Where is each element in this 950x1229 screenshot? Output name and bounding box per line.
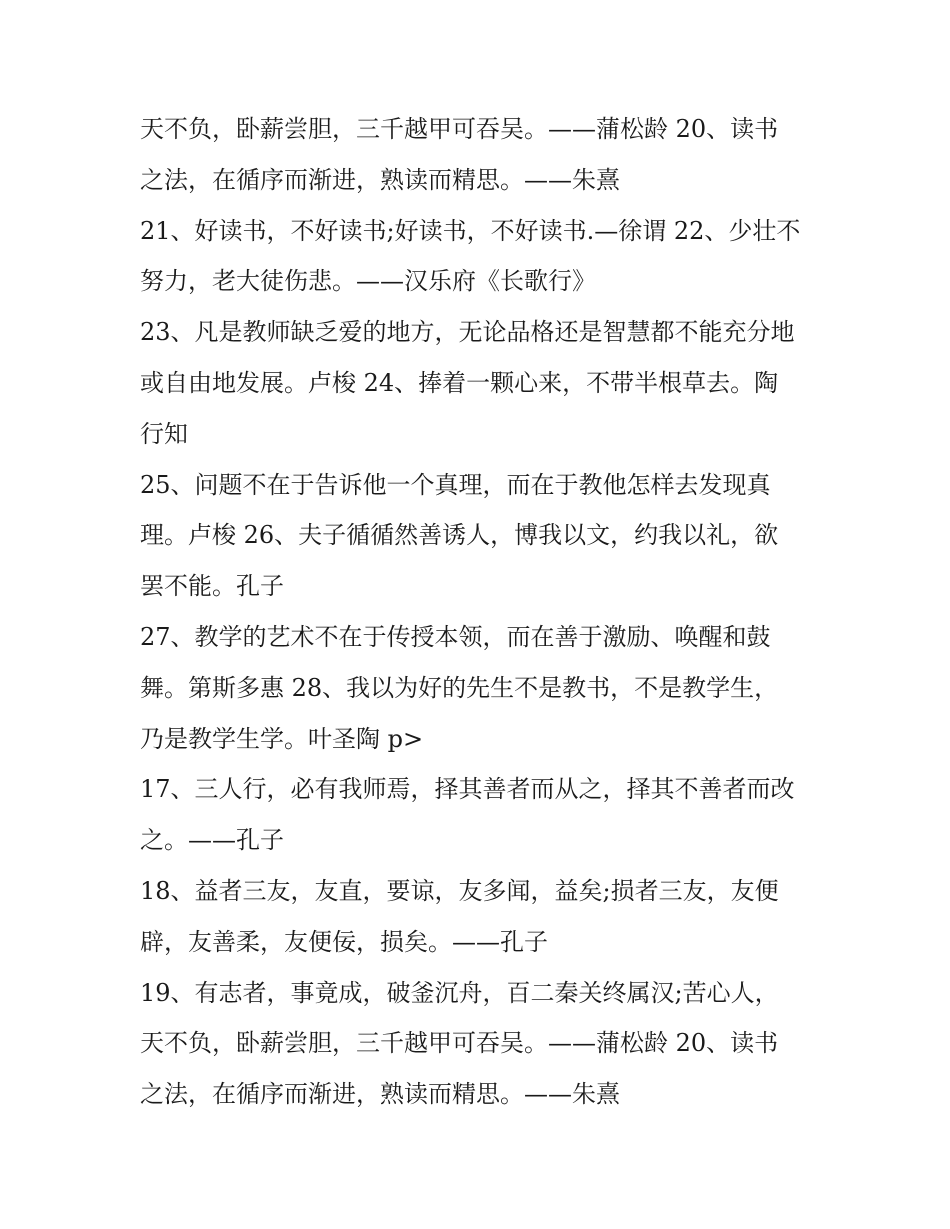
text-line: 或自由地发展。卢梭 24、捧着一颗心来，不带半根草去。陶 [140,368,779,397]
text-line: 25、问题不在于告诉他一个真理，而在于教他怎样去发现真 [140,470,771,499]
text-line: 27、教学的艺术不在于传授本领，而在善于激励、唤醒和鼓 [140,622,771,651]
text-line: 天不负，卧薪尝胆，三千越甲可吞吴。——蒲松龄 20、读书 [140,115,779,143]
text-line: 罢不能。孔子 [140,572,284,601]
text-line: 17、三人行，必有我师焉，择其善者而从之，择其不善者而改 [140,775,795,804]
text-line: 乃是教学生学。叶圣陶 p> [140,724,424,753]
text-line: 23、凡是教师缺乏爱的地方，无论品格还是智慧都不能充分地 [140,318,795,347]
text-line: 之法，在循序而渐进，熟读而精思。——朱熹 [140,165,620,194]
text-line: 理。卢梭 26、夫子循循然善诱人，博我以文，约我以礼，欲 [140,521,779,550]
text-line: 舞。第斯多惠 28、我以为好的先生不是教书，不是教学生， [140,673,779,702]
document-page [140,104,840,1120]
text-line: 辟，友善柔，友便佞，损矣。——孔子 [140,927,548,956]
text-line: 之。——孔子 [140,826,284,855]
text-line: 18、益者三友，友直，要谅，友多闻，益矣;损者三友，友便 [140,876,779,905]
text-line: 之法，在循序而渐进，熟读而精思。——朱熹 [140,1080,620,1109]
text-line: 努力，老大徒伤悲。——汉乐府《长歌行》 [140,267,596,296]
text-line: 21、好读书，不好读书;好读书，不好读书.—徐谓 22、少壮不 [140,216,801,245]
text-line: 19、有志者，事竟成，破釜沉舟，百二秦关终属汉;苦心人， [140,978,779,1007]
text-line: 天不负，卧薪尝胆，三千越甲可吞吴。——蒲松龄 20、读书 [140,1029,779,1058]
text-line: 行知 [140,419,188,448]
